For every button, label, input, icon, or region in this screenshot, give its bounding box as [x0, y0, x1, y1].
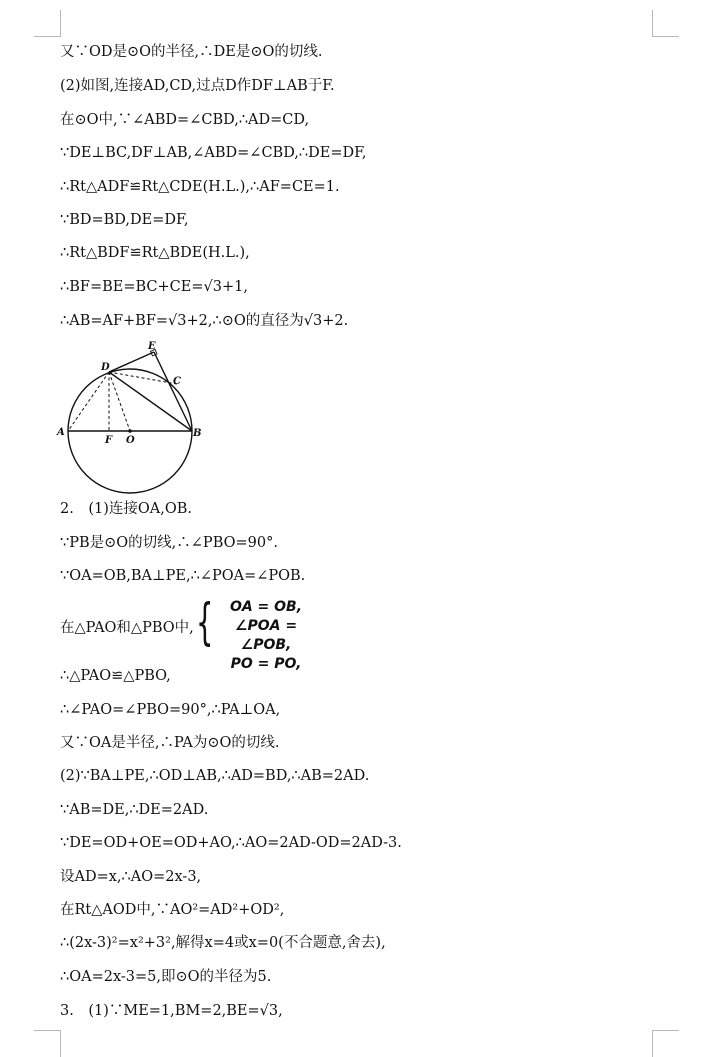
text-line: ∴AB=AF+BF=√3+2,∴⊙O的直径为√3+2. — [60, 313, 349, 329]
crop-mark-bottom-right — [652, 1030, 679, 1057]
crop-mark-top-left — [34, 10, 61, 37]
label-f: F — [105, 435, 113, 446]
label-a: A — [57, 427, 65, 438]
center-point — [128, 429, 132, 433]
label-b: B — [193, 428, 202, 439]
text-line: ∵DE⊥BC,DF⊥AB,∠ABD=∠CBD,∴DE=DF, — [60, 145, 367, 161]
text-line: 设AD=x,∴AO=2x-3, — [60, 869, 202, 885]
text-line: 在⊙O中,∵∠ABD=∠CBD,∴AD=CD, — [60, 112, 310, 128]
text-line: ∴∠PAO=∠PBO=90°,∴PA⊥OA, — [60, 702, 281, 718]
system-lead: 在△PAO和△PBO中, — [60, 620, 194, 636]
text-line: ∴BF=BE=BC+CE=√3+1, — [60, 279, 248, 295]
equation-2: ∠POA = ∠POB, — [234, 618, 298, 653]
text-line: 2. (1)连接OA,OB. — [60, 501, 192, 517]
text-line: ∴OA=2x-3=5,即⊙O的半径为5. — [60, 969, 272, 985]
system-equations — [216, 598, 316, 674]
segment-da — [68, 372, 109, 431]
text-line: ∴(2x-3)²=x²+3²,解得x=4或x=0(不合题意,舍去), — [60, 935, 386, 951]
crop-mark-top-right — [652, 10, 679, 37]
text-line: ∵AB=DE,∴DE=2AD. — [60, 802, 209, 818]
text-line: ∵BD=BD,DE=DF, — [60, 212, 189, 228]
text-line: (2)如图,连接AD,CD,过点D作DF⊥AB于F. — [60, 78, 335, 94]
text-line: ∴△PAO≌△PBO, — [60, 668, 171, 684]
segment-eb — [154, 352, 192, 431]
text-line: ∵OA=OB,BA⊥PE,∴∠POA=∠POB. — [60, 568, 306, 584]
text-line: (2)∵BA⊥PE,∴OD⊥AB,∴AD=BD,∴AB=2AD. — [60, 768, 370, 784]
label-o: O — [126, 435, 135, 446]
label-c: C — [173, 376, 181, 387]
text-line: ∴Rt△ADF≌Rt△CDE(H.L.),∴AF=CE=1. — [60, 179, 340, 195]
segment-do — [109, 372, 130, 431]
text-line: 3. (1)∵ME=1,BM=2,BE=√3, — [60, 1003, 283, 1019]
equation-3: PO = PO, — [230, 656, 302, 672]
text-line: 在Rt△AOD中,∵AO²=AD²+OD², — [60, 902, 285, 918]
equation-1: OA = OB, — [229, 599, 303, 615]
text-line: ∴Rt△BDF≌Rt△BDE(H.L.), — [60, 245, 250, 261]
crop-mark-bottom-left — [34, 1030, 61, 1057]
text-line: ∵DE=OD+OE=OD+AO,∴AO=2AD-OD=2AD-3. — [60, 835, 402, 851]
text-line: 又∵OA是半径,∴PA为⊙O的切线. — [60, 735, 280, 751]
label-e: E — [148, 341, 156, 352]
geometry-figure — [55, 336, 205, 496]
label-d: D — [101, 362, 110, 373]
text-line: ∵PB是⊙O的切线,∴∠PBO=90°. — [60, 535, 278, 551]
text-line: 又∵OD是⊙O的半径,∴DE是⊙O的切线. — [60, 44, 323, 60]
system-brace: { — [196, 593, 214, 651]
